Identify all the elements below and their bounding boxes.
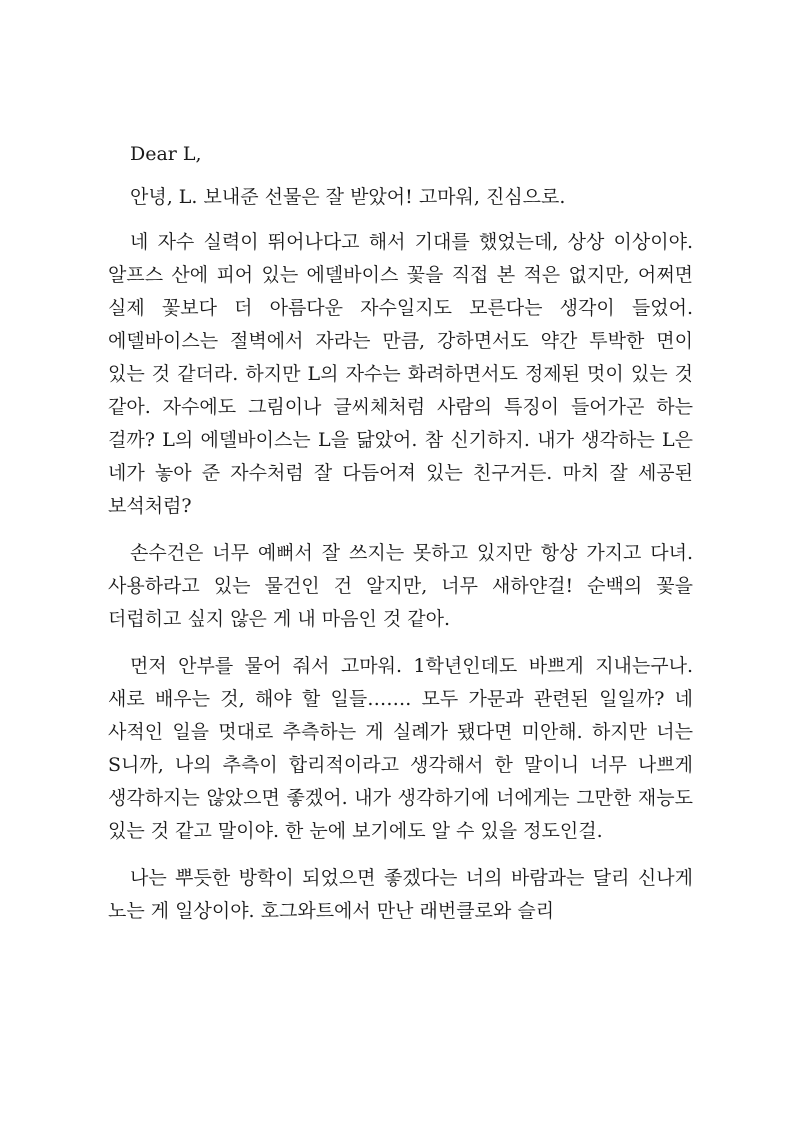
paragraph-thanks: 먼저 안부를 물어 줘서 고마워. 1학년인데도 바쁘게 지내는구나. 새로 배우는 것, 해야 할 일들……. 모두 가문과 관련된 일일까? 네 사적인 일을 멋대로 추측하는 게 실례가 됐다면 미안해. 하지만 너는 S니까, 나의 추측이 합리적이라고 생각해서 한 말이니 너무 나쁘게 생각하지는 않았으면 좋겠어. 내가 생각하기에 너에게는 그만한 재능도 있는 것 같고 말이야. 한 눈에 보기에도 알 수 있을 정도인걸.: [108, 655, 693, 842]
paragraph-vacation: 나는 뿌듯한 방학이 되었으면 좋겠다는 너의 바람과는 달리 신나게 노는 게 일상이야. 호그와트에서 만난 래번클로와 슬리: [108, 867, 693, 922]
paragraph-embroidery: 네 자수 실력이 뛰어나다고 해서 기대를 했었는데, 상상 이상이야. 알프스 산에 피어 있는 에델바이스 꽃을 직접 본 적은 없지만, 어쩌면 실제 꽃보다 더 아름다운 자수일지도 모른다는 생각이 들었어. 에델바이스는 절벽에서 자라는 만큼, 강하면서도 약간 투박한 면이 있는 것 같더라. 하지만 L의 자수는 화려하면서도 정제된 멋이 있는 것 같아. 자수에도 그림이나 글씨체처럼 사람의 특징이 들어가곤 하는 걸까? L의 에델바이스는 L을 닮았어. 참 신기하지. 내가 생각하는 L은 네가 놓아 준 자수처럼 잘 다듬어져 있는 친구거든. 마치 잘 세공된 보석처럼?: [108, 231, 693, 517]
paragraph-handkerchief: 손수건은 너무 예뻐서 잘 쓰지는 못하고 있지만 항상 가지고 다녀. 사용하라고 있는 물건인 건 알지만, 너무 새하얀걸! 순백의 꽃을 더럽히고 싶지 않은 게 내 마음인 것 같아.: [108, 542, 693, 630]
paragraph-greeting: 안녕, L. 보내준 선물은 잘 받았어! 고마워, 진심으로.: [130, 186, 566, 208]
letter-body: [108, 138, 693, 942]
salutation: Dear L,: [130, 143, 202, 165]
